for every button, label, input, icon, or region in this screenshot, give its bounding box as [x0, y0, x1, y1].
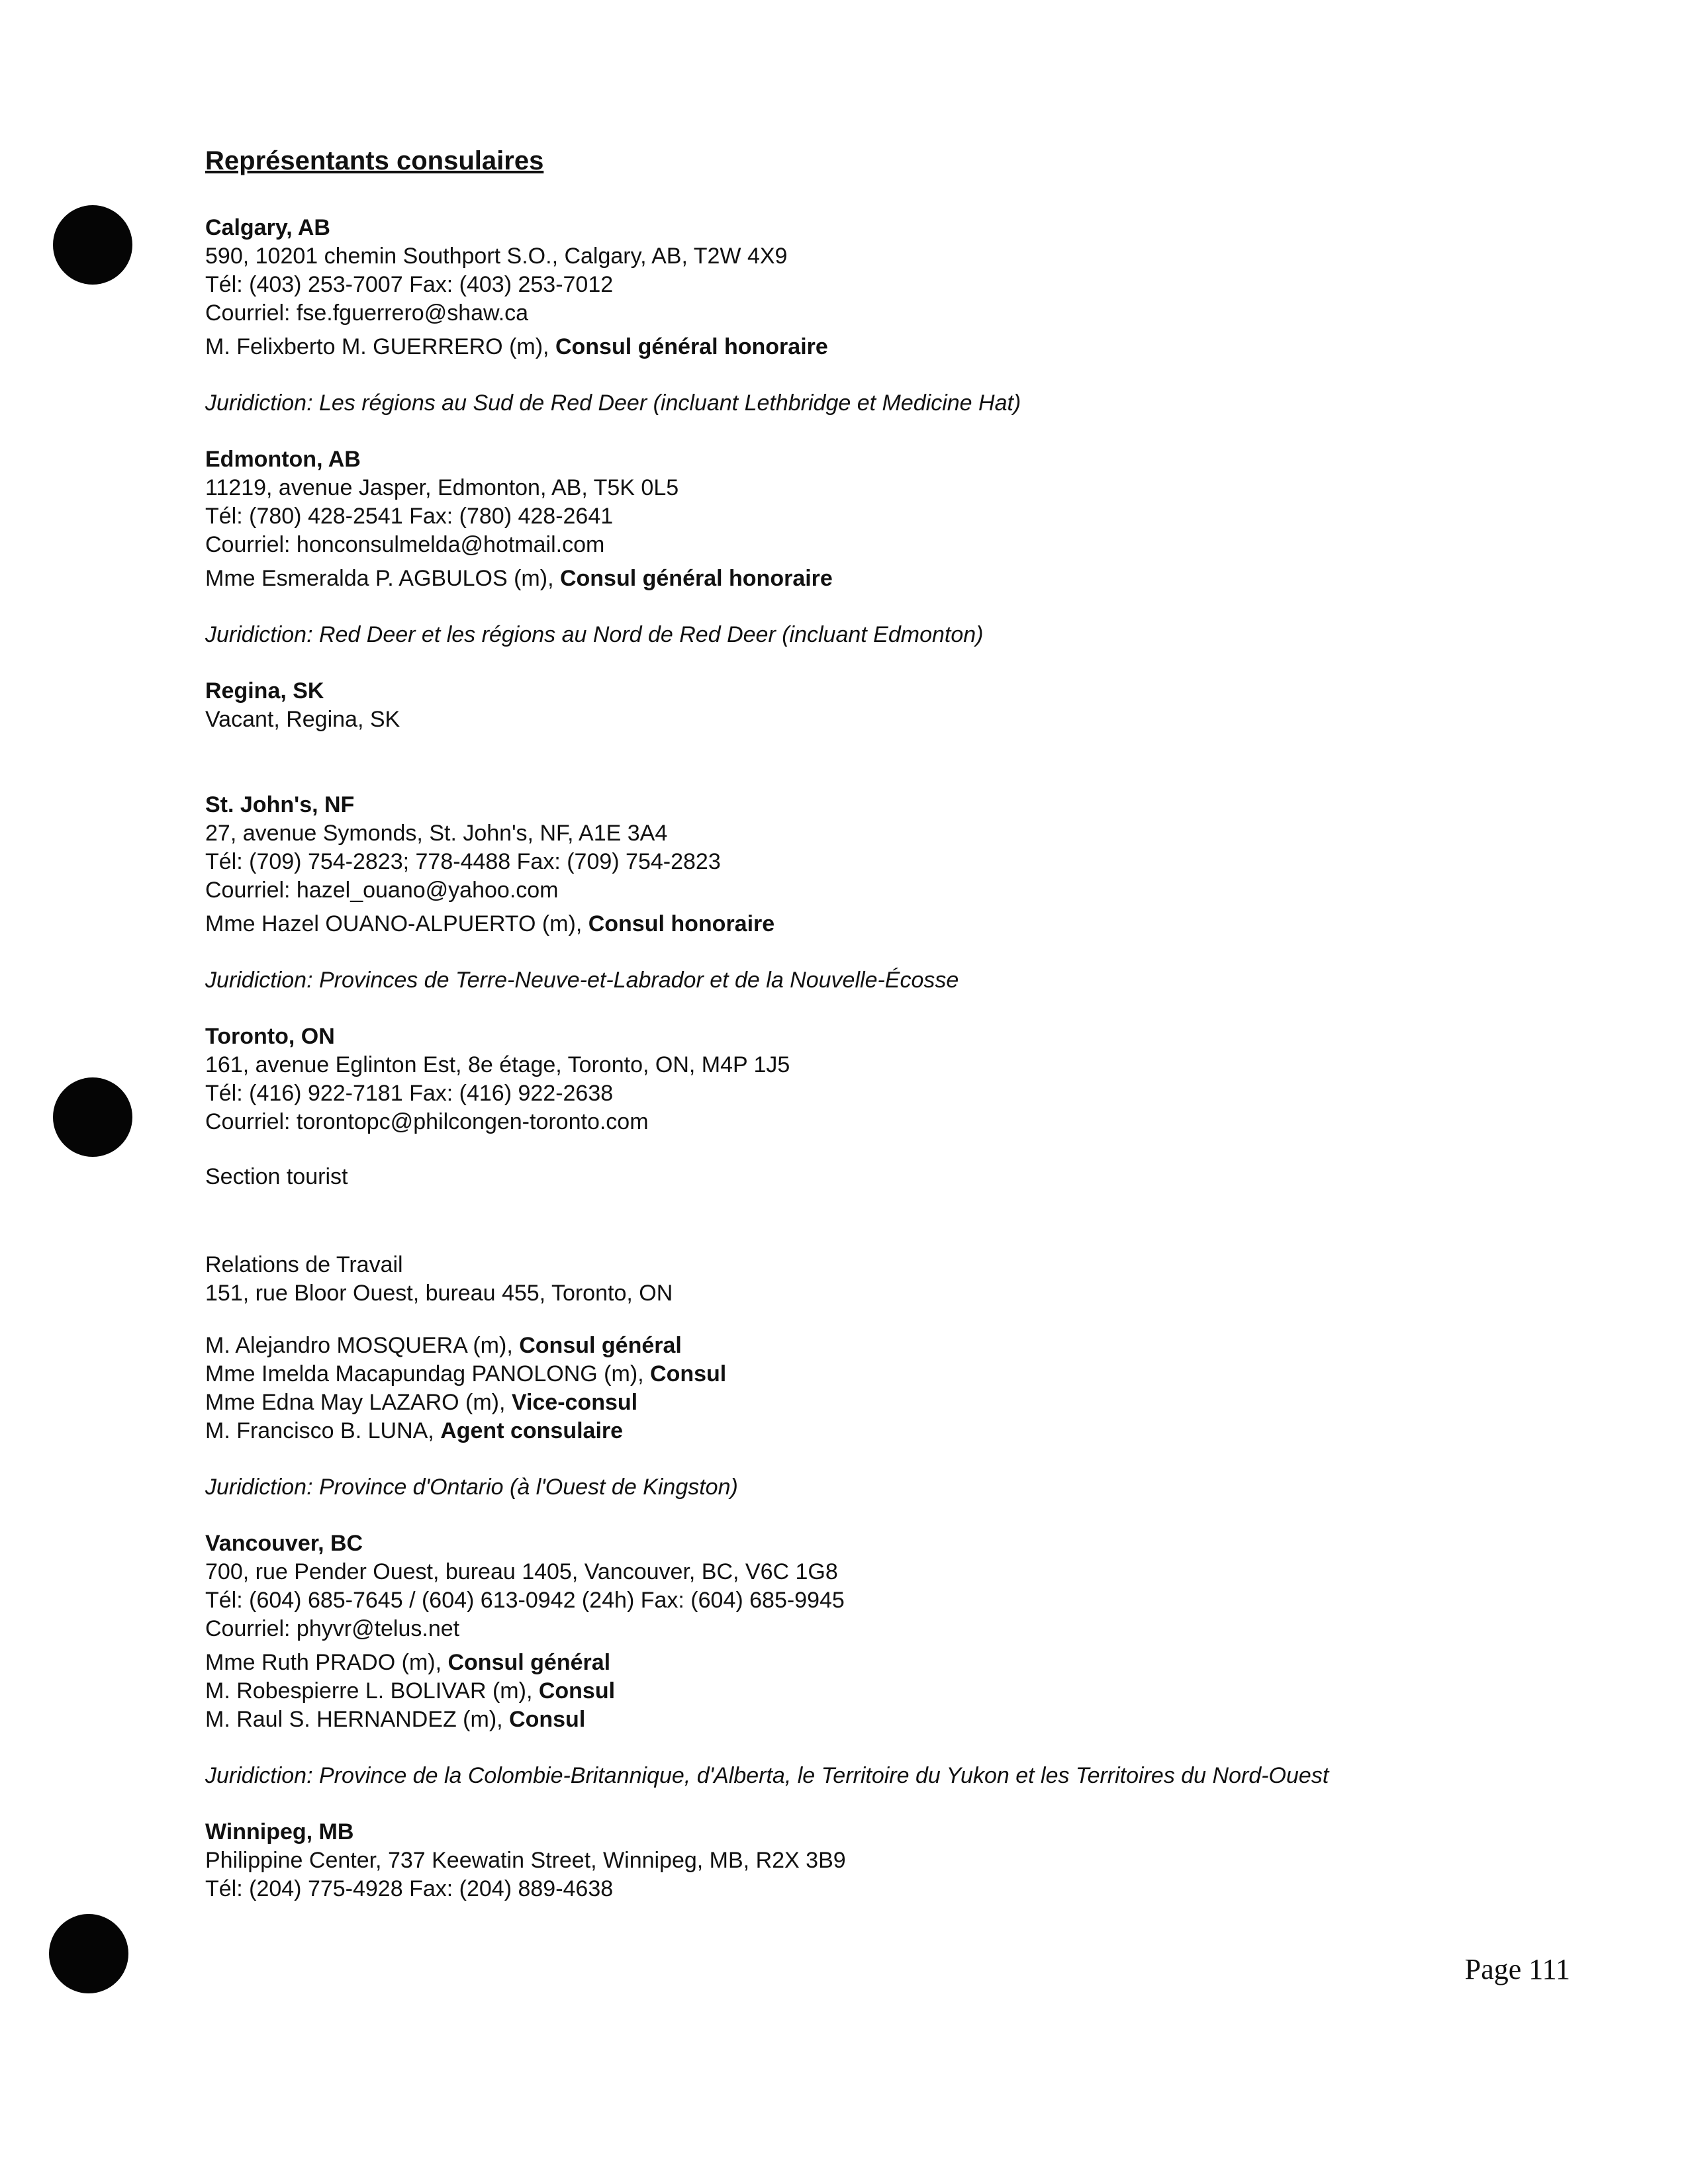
representative-name: M. Raul S. HERNANDEZ (m), — [205, 1707, 510, 1732]
page-number: Page 111 — [1464, 1953, 1570, 1985]
representative — [205, 565, 1523, 593]
representative — [205, 1649, 1523, 1677]
document-body — [205, 147, 1523, 1931]
representative-title: Vice-consul — [511, 1390, 638, 1415]
city-heading: Edmonton, AB — [205, 447, 361, 472]
consulate-entry-calgary — [205, 214, 1523, 418]
phone-line: Tél: (416) 922-7181 Fax: (416) 922-2638 — [205, 1081, 614, 1106]
address-line: Philippine Center, 737 Keewatin Street, Winnipeg, MB, R2X 3B9 — [205, 1848, 846, 1873]
jurisdiction: Juridiction: Les régions au Sud de Red Deer (incluant Lethbridge et Medicine Hat) — [205, 390, 1021, 416]
address-line: 11219, avenue Jasper, Edmonton, AB, T5K 0L5 — [205, 475, 679, 500]
address-line: Vacant, Regina, SK — [205, 707, 400, 732]
city-heading: Regina, SK — [205, 678, 324, 704]
representative-title: Consul général honoraire — [559, 566, 833, 591]
representative — [205, 1417, 1523, 1445]
representative — [205, 1706, 1523, 1734]
email-line: Courriel: torontopc@philcongen-toronto.com — [205, 1109, 649, 1134]
representative-name: Mme Edna May LAZARO (m), — [205, 1390, 512, 1415]
phone-line: Tél: (204) 775-4928 Fax: (204) 889-4638 — [205, 1876, 614, 1901]
page-title: Représentants consulaires — [205, 146, 544, 175]
representative — [205, 1332, 1523, 1360]
representative — [205, 333, 1523, 361]
jurisdiction: Juridiction: Provinces de Terre-Neuve-et-Labrador et de la Nouvelle-Écosse — [205, 968, 959, 993]
jurisdiction: Juridiction: Province d'Ontario (à l'Ouest de Kingston) — [205, 1475, 738, 1500]
city-heading: Toronto, ON — [205, 1024, 335, 1049]
address-line: 700, rue Pender Ouest, bureau 1405, Vancouver, BC, V6C 1G8 — [205, 1559, 838, 1584]
address-line: 27, avenue Symonds, St. John's, NF, A1E 3A4 — [205, 821, 668, 846]
representative-name: M. Alejandro MOSQUERA (m), — [205, 1333, 520, 1358]
punch-hole-middle — [53, 1077, 132, 1157]
representative-name: M. Robespierre L. BOLIVAR (m), — [205, 1678, 539, 1704]
email-line: Courriel: fse.fguerrero@shaw.ca — [205, 300, 529, 326]
section-tourist-label: Section tourist — [205, 1164, 348, 1189]
representative — [205, 1360, 1523, 1388]
representative — [205, 1677, 1523, 1706]
consulate-entry-st-johns — [205, 791, 1523, 995]
phone-line: Tél: (709) 754-2823; 778-4488 Fax: (709) 754-2823 — [205, 849, 721, 874]
representative — [205, 1388, 1523, 1417]
email-line: Courriel: honconsulmelda@hotmail.com — [205, 532, 605, 557]
jurisdiction: Juridiction: Red Deer et les régions au Nord de Red Deer (incluant Edmonton) — [205, 622, 984, 647]
address-line: 161, avenue Eglinton Est, 8e étage, Toronto, ON, M4P 1J5 — [205, 1052, 790, 1077]
city-heading: Winnipeg, MB — [205, 1819, 354, 1844]
city-heading: St. John's, NF — [205, 792, 355, 817]
phone-line: Tél: (780) 428-2541 Fax: (780) 428-2641 — [205, 504, 614, 529]
representative-name: Mme Ruth PRADO (m), — [205, 1650, 448, 1675]
representative-title: Consul général — [447, 1650, 611, 1675]
representative-title: Consul général — [519, 1333, 682, 1358]
punch-hole-bottom — [49, 1914, 128, 1993]
representative-title: Agent consulaire — [440, 1418, 624, 1443]
punch-hole-top — [53, 205, 132, 285]
address-line: 590, 10201 chemin Southport S.O., Calgary, AB, T2W 4X9 — [205, 244, 788, 269]
labour-relations-heading: Relations de Travail — [205, 1252, 403, 1277]
representative-title: Consul général honoraire — [555, 334, 828, 359]
representative-title: Consul — [509, 1707, 586, 1732]
phone-line: Tél: (604) 685-7645 / (604) 613-0942 (24h) Fax: (604) 685-9945 — [205, 1588, 845, 1613]
representative-name: Mme Hazel OUANO-ALPUERTO (m), — [205, 911, 588, 936]
email-line: Courriel: hazel_ouano@yahoo.com — [205, 878, 559, 903]
city-heading: Vancouver, BC — [205, 1531, 363, 1556]
consulate-entry-regina — [205, 677, 1523, 734]
consulate-entry-edmonton — [205, 445, 1523, 649]
representative-name: Mme Esmeralda P. AGBULOS (m), — [205, 566, 560, 591]
representative-title: Consul — [650, 1361, 727, 1387]
email-line: Courriel: phyvr@telus.net — [205, 1616, 460, 1641]
representative-name: M. Felixberto M. GUERRERO (m), — [205, 334, 555, 359]
city-heading: Calgary, AB — [205, 215, 330, 240]
consulate-entry-winnipeg — [205, 1818, 1523, 1903]
consulate-entry-vancouver — [205, 1529, 1523, 1790]
labour-relations-address: 151, rue Bloor Ouest, bureau 455, Toronto, ON — [205, 1281, 673, 1306]
jurisdiction: Juridiction: Province de la Colombie-Britannique, d'Alberta, le Territoire du Yukon et les Territoires du Nord-Ouest — [205, 1763, 1329, 1788]
representative-title: Consul honoraire — [588, 911, 775, 936]
representative-name: M. Francisco B. LUNA, — [205, 1418, 441, 1443]
consulate-entry-toronto — [205, 1023, 1523, 1502]
phone-line: Tél: (403) 253-7007 Fax: (403) 253-7012 — [205, 272, 614, 297]
representative — [205, 910, 1523, 938]
representative-name: Mme Imelda Macapundag PANOLONG (m), — [205, 1361, 651, 1387]
representative-title: Consul — [538, 1678, 616, 1704]
